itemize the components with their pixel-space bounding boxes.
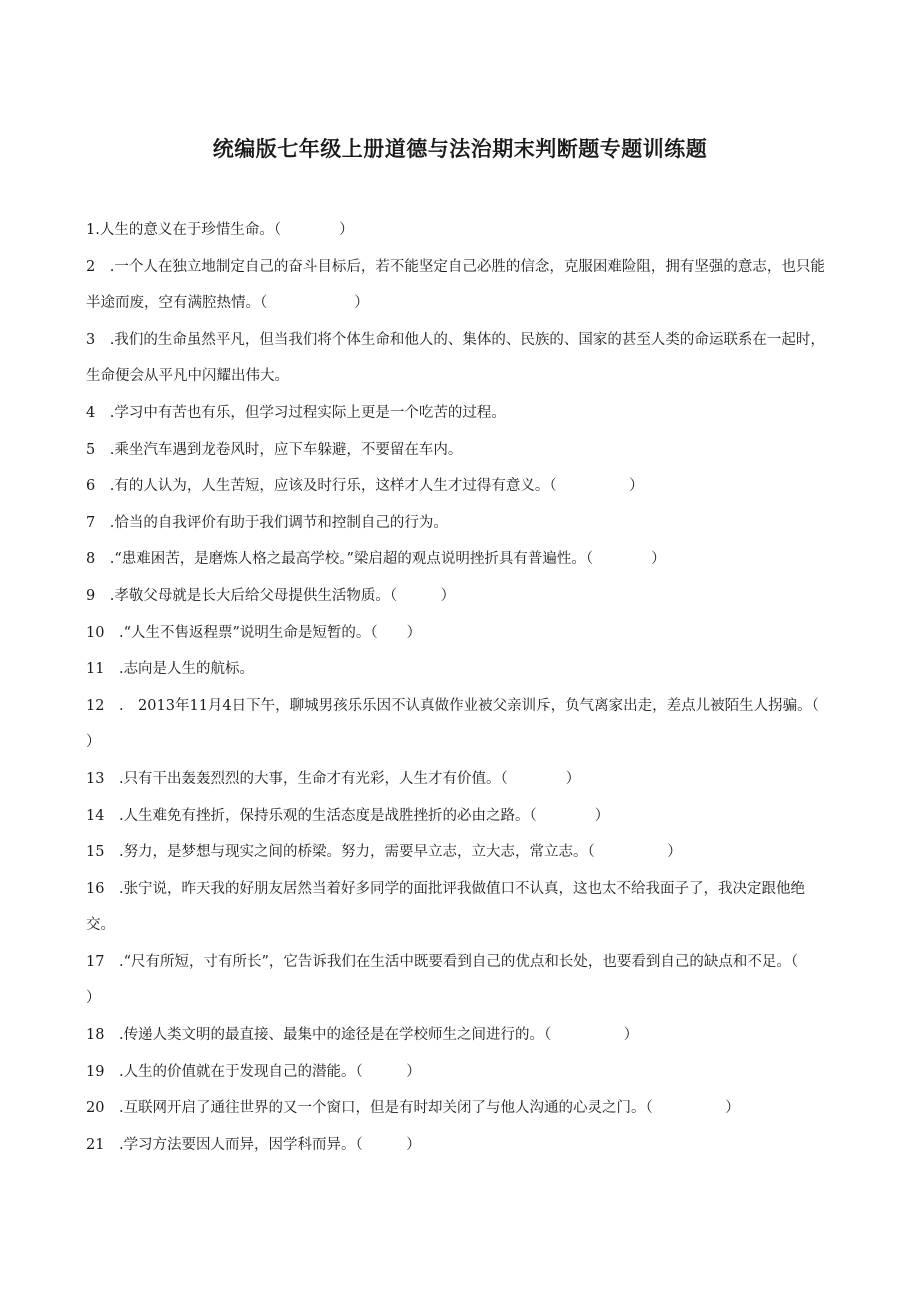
question-text: 人生难免有挫折，保持乐观的生活态度是战胜挫折的必由之路。（ ） <box>123 807 610 824</box>
question-text: 一个人在独立地制定自己的奋斗目标后，若不能坚定自己必胜的信念，克服困难险阻，拥有坚强的意志，也只能半途而废，空有满腔热情。（ ） <box>86 258 825 312</box>
question-number: 16 . <box>86 880 124 897</box>
question-text: 学习方法要因人而异，因学科而异。（ ） <box>123 1136 421 1153</box>
question-text: 只有干出轰轰烈烈的大事，生命才有光彩，人生才有价值。（ ） <box>123 770 581 787</box>
question-text: 学习中有苦也有乐，但学习过程实际上更是一个吃苦的过程。 <box>114 404 506 421</box>
question-number: 10 . <box>86 624 124 641</box>
question-item <box>86 688 877 761</box>
question-item <box>86 578 834 615</box>
question-item <box>86 395 834 432</box>
question-text: “尺有所短，寸有所长”，它告诉我们在生活中既要看到自己的优点和长处，也要看到自己的缺点和不足。（ ） <box>86 953 871 1007</box>
question-item <box>86 834 834 871</box>
question-number: 1. <box>86 222 100 238</box>
question-text: 人生的意义在于珍惜生命。（ ） <box>99 222 354 238</box>
question-number: 8 . <box>86 551 115 568</box>
question-text: “人生不售返程票”说明生命是短暂的。（ ） <box>123 624 422 641</box>
question-text: 互联网开启了通往世界的又一个窗口，但是有时却关闭了与他人沟通的心灵之门。（ ） <box>123 1100 740 1117</box>
question-item <box>86 1090 834 1127</box>
question-number: 15 . <box>86 844 124 861</box>
question-text: 孝敬父母就是长大后给父母提供生活物质。（ ） <box>114 587 456 604</box>
question-number: 17 . <box>86 953 124 970</box>
question-item <box>86 871 834 944</box>
question-text: “患难困苦，是磨炼人格之最高学校。”梁启超的观点说明挫折具有普遍性。（ ） <box>114 551 666 568</box>
question-item <box>86 615 834 652</box>
question-number: 21 . <box>86 1136 124 1153</box>
question-number: 11 . <box>86 661 124 678</box>
question-text: 有的人认为，人生苦短，应该及时行乐，这样才人生才过得有意义。（ ） <box>114 478 644 495</box>
question-text: 2013年11月4日下午，聊城男孩乐乐因不认真做作业被父亲训斥，负气离家出走，差点儿被陌生人拐骗。（ ） <box>86 697 877 751</box>
question-text: 我们的生命虽然平凡，但当我们将个体生命和他人的、集体的、民族的、国家的甚至人类的命运联系在一起时，生命便会从平凡中闪耀出伟大。 <box>86 331 825 385</box>
question-item <box>86 541 834 578</box>
page-title: 统编版七年级上册道德与法治期末判断题专题训练题 <box>212 137 708 161</box>
question-text: 人生的价值就在于发现自己的潜能。（ ） <box>123 1063 421 1080</box>
question-item <box>86 1054 834 1091</box>
question-item <box>86 322 834 395</box>
question-item <box>86 249 834 322</box>
question-item <box>86 212 834 249</box>
question-text: 张宁说，昨天我的好朋友居然当着好多同学的面批评我做值口不认真，这也太不给我面子了，我决定跟他绝交。 <box>86 880 806 934</box>
question-number: 2 . <box>86 258 115 275</box>
question-item <box>86 651 834 688</box>
question-number: 7 . <box>86 514 115 531</box>
question-item <box>86 1127 834 1164</box>
question-number: 9 . <box>86 587 115 604</box>
question-number: 6 . <box>86 478 115 495</box>
question-item <box>86 432 834 469</box>
question-text: 志向是人生的航标。 <box>123 661 255 678</box>
question-item <box>86 761 834 798</box>
question-text: 传递人类文明的最直接、最集中的途径是在学校师生之间进行的。（ ） <box>123 1027 639 1044</box>
question-list <box>86 212 877 1163</box>
question-text: 恰当的自我评价有助于我们调节和控制自己的行为。 <box>114 514 448 531</box>
question-text: 乘坐汽车遇到龙卷风时，应下车躲避，不要留在车内。 <box>114 441 463 458</box>
question-number: 19 . <box>86 1063 124 1080</box>
question-item <box>86 944 871 1017</box>
question-item <box>86 505 834 542</box>
question-item <box>86 1017 834 1054</box>
question-number: 20 . <box>86 1100 124 1117</box>
question-number: 18 . <box>86 1027 124 1044</box>
question-number: 12 . <box>86 697 124 714</box>
question-number: 13 . <box>86 770 124 787</box>
question-number: 3 . <box>86 331 115 348</box>
question-number: 4 . <box>86 404 115 421</box>
question-number: 14 . <box>86 807 124 824</box>
question-item <box>86 468 834 505</box>
question-number: 5 . <box>86 441 115 458</box>
question-item <box>86 798 834 835</box>
question-text: 努力，是梦想与现实之间的桥梁。努力，需要早立志，立大志，常立志。（ ） <box>123 844 682 861</box>
